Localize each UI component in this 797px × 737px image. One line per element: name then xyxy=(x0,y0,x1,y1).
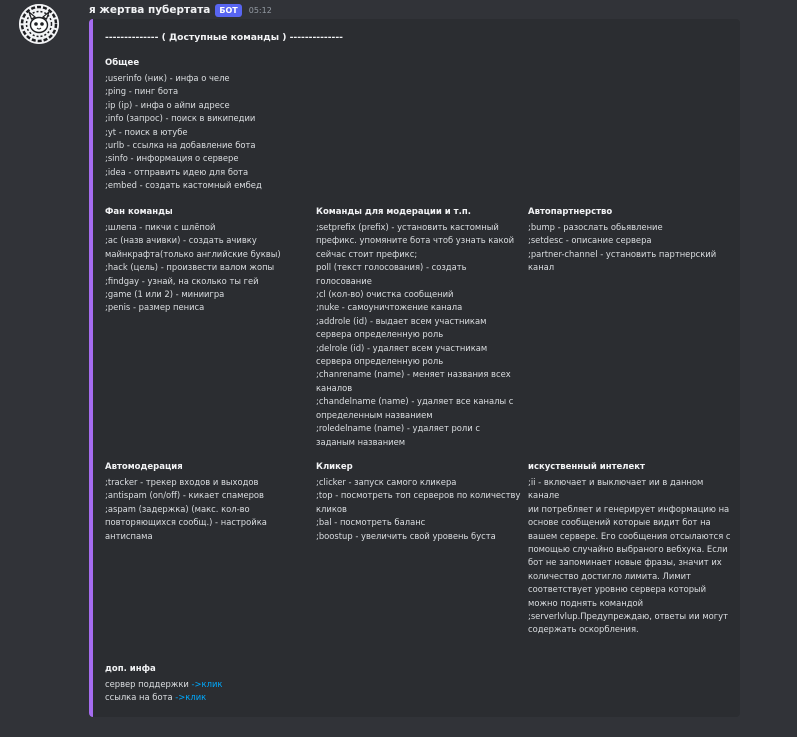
field-value: ;ii - включает и выключает ии в данном канале ии потребляет и генерирует информацию на основе сообщений которые видит бот на вашем сервере. Его сообщения отсылаются с помощью случайно выбраного вебхука. Если бот не запоминает новые фразы, значит их количество достигло лимита. Лимит соответствует уровню сервера который можно поднять командой ;serverlvlup.Предупреждаю, ответы ии могут содержать оскорбления. xyxy=(528,477,731,635)
field-value: ;setprefix (prefix) - установить кастомный префикс. упомяните бота чтоб узнать какой сейчас стоит префикс; poll (текст голосования) - создать голосование ;cl (кол-во) очистка сообщений ;nuke - самоуничтожение канала ;addrole (id) - выдает всем участникам сервера определенную роль ;delrole (id) - удаляет всем участникам сервера определенную роль ;chanrename (name) - меняет названия всех каналов ;chandelname (name) - удаляет все каналы с определенным названием ;roledelname (name) - удаляет роли с заданым названием xyxy=(316,222,515,447)
support-server-link[interactable]: ->клик xyxy=(191,679,223,689)
embed-title: -------------- ( Доступные команды ) -------------- xyxy=(105,32,343,43)
field-name: Общее xyxy=(105,58,140,68)
avatar-image xyxy=(19,4,59,44)
field-name: Автопартнерство xyxy=(528,207,613,217)
field-value: ;userinfo (ник) - инфа о челе ;ping - пинг бота ;ip (ip) - инфа о айпи адресе ;info (запрос) - поиск в википедии ;yt - поиск в ютубе ;urlb - ссылка на добавление бота ;sinfo - информация о сервере ;idea - отправить идею для бота ;embed - создать кастомный ембед xyxy=(105,73,262,191)
field-name: Команды для модерации и т.п. xyxy=(316,207,471,217)
field-automoderation xyxy=(105,461,305,543)
field-name: Фан команды xyxy=(105,207,173,217)
field-extra-info xyxy=(105,663,305,705)
commands-embed xyxy=(89,19,740,717)
bot-badge: БОТ xyxy=(215,4,241,17)
message-header xyxy=(89,2,272,18)
bot-avatar[interactable] xyxy=(19,4,59,44)
bot-invite-link[interactable]: ->клик xyxy=(175,692,207,703)
field-name: Кликер xyxy=(316,462,353,472)
field-clicker xyxy=(316,461,521,543)
message-timestamp[interactable]: 05:12 xyxy=(248,5,272,15)
field-value xyxy=(105,678,305,705)
support-server-label: сервер поддержки xyxy=(105,679,192,689)
field-moderation xyxy=(316,206,521,449)
field-general xyxy=(105,57,305,193)
field-name: искуственный интелект xyxy=(528,462,645,472)
field-fun-commands xyxy=(105,206,305,315)
field-value: ;tracker - трекер входов и выходов ;antispam (on/off) - кикает спамеров ;aspam (задержка) (макс. кол-во повторяющихся сообщ.) - настройка антиспама xyxy=(105,477,267,541)
field-ai xyxy=(528,461,733,637)
bot-invite-label: ссылка на бота xyxy=(105,692,176,703)
author-name[interactable]: я жертва пубертата xyxy=(89,4,211,16)
field-name: Автомодерация xyxy=(105,462,183,472)
field-value: ;шлепа - пикчи с шлёпой ;ac (назв ачивки) - создать ачивку майнкрафта(только английские буквы) ;hack (цель) - произвести валом жопы ;findgay - узнай, на сколько ты гей ;game (1 или 2) - миниигра ;penis - размер пениса xyxy=(105,222,281,313)
field-name: доп. инфа xyxy=(105,664,156,674)
field-autopartner xyxy=(528,206,733,275)
field-value: ;clicker - запуск самого кликера ;top - посмотреть топ серверов по количеству кликов ;bal - посмотреть баланс ;boostup - увеличить свой уровень буста xyxy=(316,477,521,541)
field-value: ;bump - разослать обьявление ;setdesc - описание сервера ;partner-channel - установить партнерский канал xyxy=(528,222,717,273)
